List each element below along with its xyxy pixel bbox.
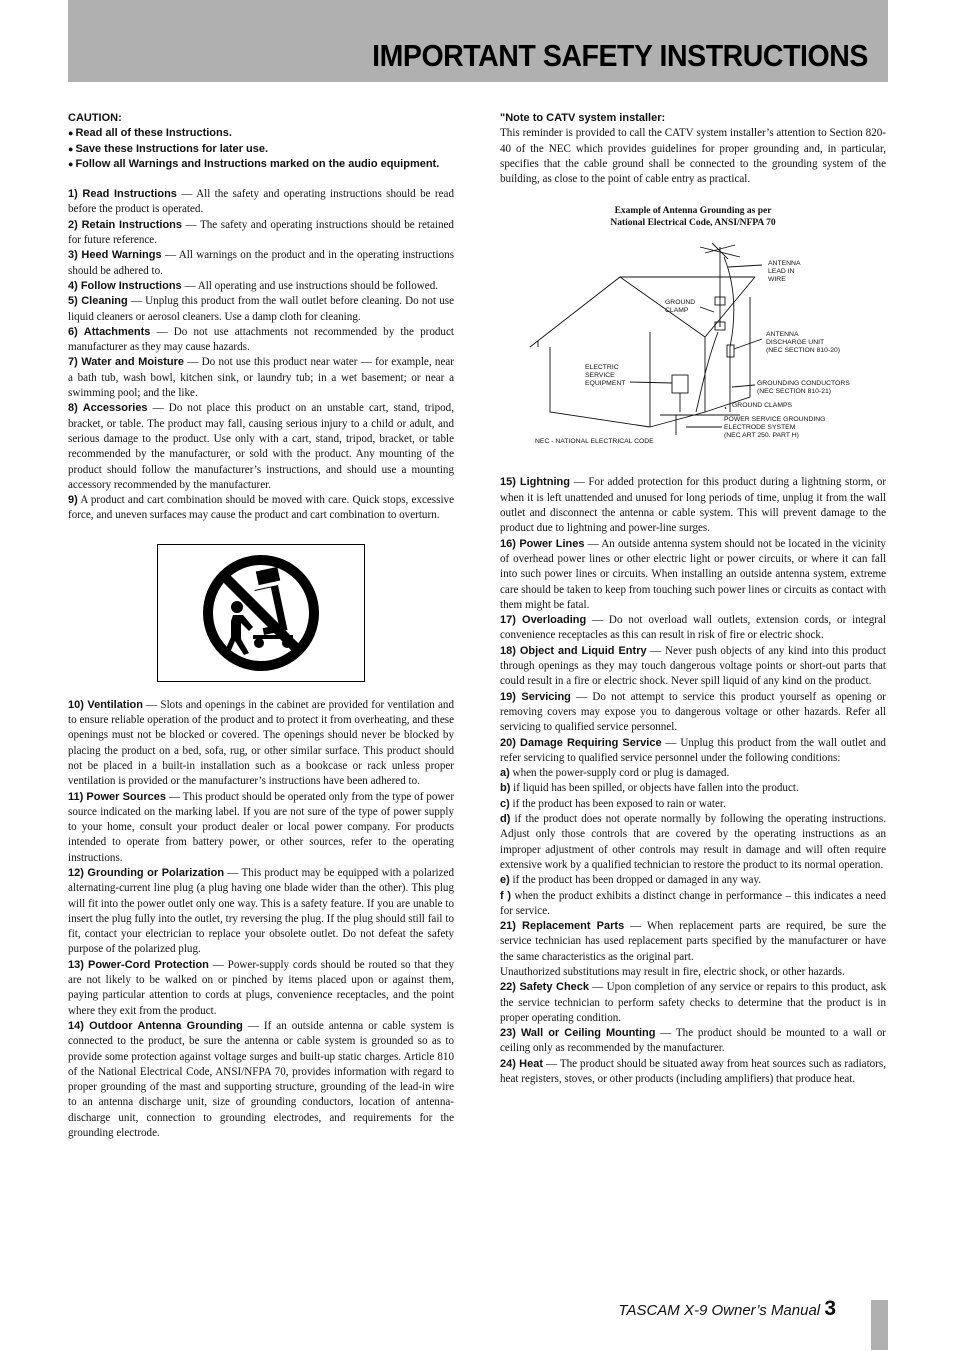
instruction-text: if liquid has been spilled, or objects have fallen into the product. <box>510 782 799 795</box>
instruction-item <box>500 889 886 920</box>
instruction-item <box>500 690 886 736</box>
caution-heading: CAUTION: <box>68 112 122 124</box>
instruction-label: 14) Outdoor Antenna Grounding <box>68 1019 243 1032</box>
instruction-text: — If an outside antenna or cable system is connected to the product, be sure the antenna or cable system is grounded so as to provide some protection against voltage surges and built-up static charges. Article 810 of the National Electrical Code, ANSI/NFPA 70, provides information with regard to proper grounding of the mast and supporting structure, grounding of the lead-in wire to an antenna discharge unit, size of grounding conductors, location of antenna-discharge unit, connection to grounding electrodes, and requirements for the grounding electrode. <box>68 1019 454 1140</box>
instruction-label: e) <box>500 874 510 887</box>
instruction-label: 11) Power Sources <box>68 790 167 803</box>
instruction-text: — Never push objects of any kind into this product through openings as they may touch dangerous voltage points or short-out parts that could result in a fire or electric shock. Never spill liquid of any kind on the product. <box>500 644 886 688</box>
instruction-item <box>68 294 454 325</box>
caution-bullet: ● Follow all Warnings and Instructions marked on the audio equipment. <box>68 157 454 172</box>
instruction-text: — The safety and operating instructions should be retained for future reference. <box>68 218 454 247</box>
discharge-unit-label: ANTENNA DISCHARGE UNIT (NEC SECTION 810-20) <box>766 331 841 354</box>
electric-service-label: ELECTRIC SERVICE EQUIPMENT <box>585 364 626 387</box>
instruction-item <box>500 475 886 536</box>
instruction-item <box>500 1057 886 1088</box>
instruction-item <box>500 781 886 796</box>
instruction-item <box>500 797 886 812</box>
instruction-text: — This product may be equipped with a polarized alternating-current line plug (a plug having one blade wider than the other). This plug will fit into the power outlet only one way. This is a safety feature. If you are unable to insert the plug fully into the outlet, try reversing the plug. If the plug should still fail to fit, contact your electrician to replace your obsolete outlet. Do not defeat the safety purpose of the polarized plug. <box>68 866 454 956</box>
instruction-text: — The product should be situated away from heat sources such as radiators, heat registers, stoves, or other products (including amplifiers) that produce heat. <box>500 1057 887 1086</box>
instruction-item <box>68 866 454 958</box>
instruction-item <box>68 790 454 866</box>
catv-text: This reminder is provided to call the CATV system installer’s attention to Section 820-40 of the NEC which provides guidelines for proper grounding and, in particular, specifies that the cable ground shall be connected to the grounding system of the building, as close to the point of cable entry as practical. <box>500 127 886 186</box>
instruction-item <box>68 218 454 249</box>
figure-caption-line: Example of Antenna Grounding as per <box>614 206 772 217</box>
catv-heading: "Note to CATV system installer: <box>500 112 666 124</box>
instruction-item <box>68 493 454 524</box>
instruction-item <box>500 613 886 644</box>
instruction-text: — This product should be operated only from the type of power source indicated on the marking label. If you are not sure of the type of power supply to your home, consult your product dealer or local power company. For products intended to operate from battery power, or other sources, refer to the operating instructions. <box>68 790 455 864</box>
instruction-item <box>500 980 886 1026</box>
instruction-label: 22) Safety Check <box>500 981 590 994</box>
instruction-label: d) <box>500 813 511 826</box>
instruction-item <box>500 537 886 613</box>
instruction-list-3 <box>500 475 886 1087</box>
caution-bullet: ● Read all of these Instructions. <box>68 126 454 141</box>
instruction-text: — When replacement parts are required, be sure the service technician has used replacement parts specified by the manufacturer or have the same characteristics as the original part. <box>500 920 887 963</box>
cart-warning-illustration <box>157 544 365 682</box>
instruction-item <box>68 958 454 1019</box>
instruction-label: 15) Lightning <box>500 476 570 489</box>
instruction-text: when the power-supply cord or plug is damaged. <box>509 767 730 780</box>
instruction-text: — Power-supply cords should be routed so that they are not likely to be walked on or pinched by items placed upon or against them, paying particular attention to cords at plugs, convenience receptacles, and the point where they exit from the product. <box>68 958 454 1017</box>
instruction-item <box>500 736 886 767</box>
instruction-text: if the product does not operate normally by following the operating instructions. Adjust only those controls that are covered by the operating instructions as an improper adjustment of other controls may result in damage and will often require extensive work by a qualified technician to restore the product to its normal operation. <box>500 813 886 871</box>
instruction-text: — Slots and openings in the cabinet are provided for ventilation and to ensure reliable operation of the product and to protect it from overheating, and these openings must not be blocked or covered. The openings should never be blocked by placing the product on a bed, sofa, rug, or other similar surface. This product should not be placed in a built-in installation such as a bookcase or rack unless proper ventilation is provided or the manufacturer’s instructions have been adhered to. <box>68 698 454 788</box>
instruction-item <box>68 1019 454 1141</box>
instruction-item <box>68 401 454 493</box>
instruction-label: 18) Object and Liquid Entry <box>500 644 647 657</box>
instruction-item <box>500 766 886 781</box>
figure-caption-line: National Electrical Code, ANSI/NFPA 70 <box>610 218 776 229</box>
header-bar <box>68 0 888 82</box>
instruction-list-1 <box>68 187 454 524</box>
caution-bullet: ● Save these Instructions for later use. <box>68 142 454 157</box>
instruction-item <box>68 187 454 218</box>
instruction-label: 19) Servicing <box>500 690 571 703</box>
instruction-text: — All the safety and operating instructions should be read before the product is operated. <box>68 188 454 216</box>
instruction-label: c) <box>500 797 510 810</box>
page-title: IMPORTANT SAFETY INSTRUCTIONS <box>372 38 868 73</box>
instruction-text: — Unplug this product from the wall outlet before cleaning. Do not use liquid cleaners or aerosol cleaners. Use a damp cloth for cleaning. <box>68 295 455 323</box>
instruction-text: — Unplug this product from the wall outlet and refer servicing to qualified service personnel under the following conditions: <box>500 736 886 764</box>
instruction-text: — Do not attempt to service this product yourself as opening or removing covers may expose you to dangerous voltage or other hazards. Refer all servicing to qualified service personnel. <box>500 690 886 734</box>
instruction-label: 17) Overloading <box>500 614 587 627</box>
instruction-text: — All operating and use instructions should be followed. <box>181 279 439 292</box>
instruction-text: — Do not use this product near water — for example, near a bath tub, wash bowl, kitchen sink, or laundry tub; in a wet basement; or near a swimming pool; and the like. <box>68 356 454 400</box>
instruction-text: — Do not overload wall outlets, extension cords, or integral convenience receptacles as this can result in risk of fire or electric shock. <box>500 614 886 642</box>
instruction-text: if the product has been exposed to rain or water. <box>509 797 726 810</box>
instruction-text: — All warnings on the product and in the operating instructions should be adhered to. <box>68 249 455 277</box>
instruction-label: a) <box>500 767 510 780</box>
left-column <box>68 111 454 1141</box>
instruction-label: 13) Power-Cord Protection <box>68 958 209 971</box>
instruction-text: — Do not use attachments not recommended by the product manufacturer as they may cause hazards. <box>68 325 454 354</box>
power-grounding-label: POWER SERVICE GROUNDING ELECTRODE SYSTEM (NEC ART 250. PART H) <box>724 416 826 439</box>
instruction-item <box>68 698 454 790</box>
instruction-label: 2) Retain Instructions <box>68 218 182 231</box>
instruction-label: 6) Attachments <box>68 325 151 338</box>
cart-tipover-icon <box>197 549 325 677</box>
instruction-item <box>500 919 886 965</box>
instruction-text: — An outside antenna system should not be located in the vicinity of overhead power lines or other electric light or power circuits, or where it can fall into such power lines or circuits. When installing an outside antenna system, extreme care should be taken to keep from touching such power lines or circuits as contact with them might be fatal. <box>500 537 887 611</box>
instruction-label: 5) Cleaning <box>68 295 128 308</box>
instruction-label: 24) Heat <box>500 1057 543 1070</box>
right-column <box>500 111 886 1087</box>
antenna-grounding-diagram <box>500 237 886 457</box>
instruction-text: — For added protection for this product during a lightning storm, or when it is left unattended and unused for long periods of time, unplug it from the wall outlet and disconnect the antenna or cable system. This will prevent damage to the product due to lightning and power-line surges. <box>500 476 887 535</box>
instruction-text: when the product exhibits a distinct change in performance – this indicates a need for service. <box>500 889 886 917</box>
instruction-text: Unauthorized substitutions may result in fire, electric shock, or other hazards. <box>500 965 845 978</box>
ground-clamp-label: GROUND CLAMP <box>665 299 696 315</box>
footer-manual-title: TASCAM X-9 Owner’s Manual <box>618 1302 825 1319</box>
instruction-label: 9) <box>68 494 78 507</box>
ground-clamps-label: GROUND CLAMPS <box>732 402 793 410</box>
instruction-label: 21) Replacement Parts <box>500 920 625 933</box>
grounding-conductors-label: GROUNDING CONDUCTORS (NEC SECTION 810-21) <box>757 380 850 396</box>
nec-note-label: NEC - NATIONAL ELECTRICAL CODE <box>535 438 654 446</box>
caution-block <box>68 111 454 172</box>
antenna-lead-label: ANTENNA LEAD IN WIRE <box>768 260 801 283</box>
instruction-item <box>500 965 886 980</box>
instruction-label: 4) Follow Instructions <box>68 279 182 292</box>
instruction-label: 20) Damage Requiring Service <box>500 736 662 749</box>
instruction-label: 10) Ventilation <box>68 698 143 711</box>
instruction-label: 16) Power Lines <box>500 537 585 550</box>
page-number: 3 <box>824 1297 836 1320</box>
instruction-text: — The product should be mounted to a wall or ceiling only as recommended by the manufacturer. <box>500 1027 886 1055</box>
instruction-label: f ) <box>500 889 512 902</box>
footer <box>618 1297 836 1321</box>
figure-caption <box>500 205 886 229</box>
instruction-item <box>500 812 886 873</box>
instruction-text: — Do not place this product on an unstable cart, stand, tripod, bracket, or table. The product may fall, causing serious injury to a child or adult, and serious damage to the product. Use only with a cart, stand, tripod, bracket, or table recommended by the manufacturer, or sold with the product. Any mounting of the product should follow the manufacturer’s instructions, and should use a mounting accessory recommended by the manufacturer. <box>68 402 454 491</box>
instruction-label: b) <box>500 782 511 795</box>
instruction-label: 1) Read Instructions <box>68 188 177 201</box>
instruction-label: 3) Heed Warnings <box>68 249 162 262</box>
instruction-item <box>68 355 454 401</box>
instruction-item <box>68 279 454 294</box>
instruction-item <box>68 325 454 356</box>
instruction-item <box>500 1026 886 1057</box>
instruction-item <box>500 644 886 690</box>
instruction-text: — Upon completion of any service or repairs to this product, ask the service technician to perform safety checks to determine that the product is in proper operating condition. <box>500 981 887 1024</box>
page-tab-marker <box>871 1300 888 1350</box>
instruction-label: 7) Water and Moisture <box>68 356 184 369</box>
instruction-text: A product and cart combination should be moved with care. Quick stops, excessive force, and uneven surfaces may cause the product and cart combination to overturn. <box>68 494 454 522</box>
instruction-label: 12) Grounding or Polarization <box>68 866 225 879</box>
instruction-text: if the product has been dropped or damaged in any way. <box>509 874 762 887</box>
instruction-label: 23) Wall or Ceiling Mounting <box>500 1027 656 1040</box>
instruction-item <box>68 248 454 279</box>
instruction-list-2 <box>68 698 454 1142</box>
instruction-item <box>500 873 886 888</box>
instruction-label: 8) Accessories <box>68 402 148 415</box>
